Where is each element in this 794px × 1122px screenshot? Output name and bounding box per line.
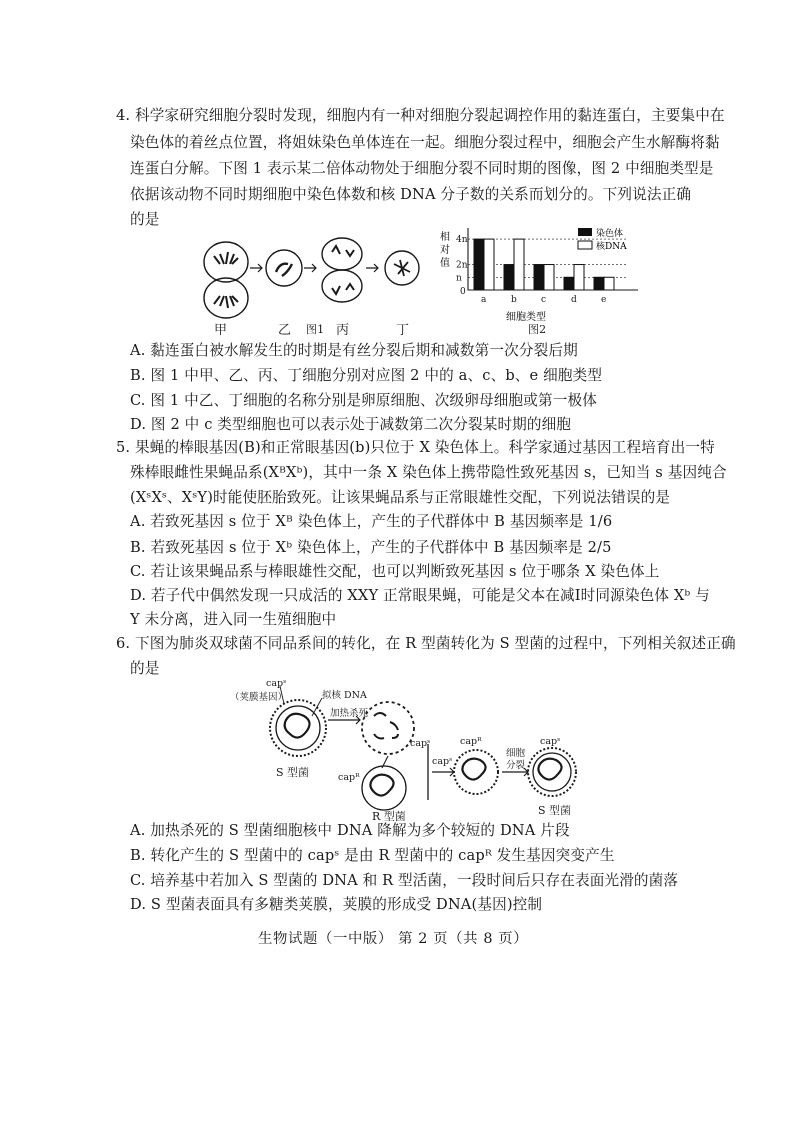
fig1-label-ding: 丁 <box>396 323 410 338</box>
r-type-cell <box>362 766 406 810</box>
cell-ding <box>385 251 419 285</box>
label-r-type: R 型菌 <box>372 810 406 823</box>
label-cap-s: capˢ <box>266 678 287 689</box>
q6-option-a: A. 加热杀死的 S 型菌细胞核中 DNA 降解为多个较短的 DNA 片段 <box>130 822 570 839</box>
heat-killed-cell <box>362 702 414 754</box>
label-cap-r: capᴿ <box>338 772 360 783</box>
q6-stem-line-2: 的是 <box>130 660 160 677</box>
fig1-caption: 图1 <box>306 323 325 336</box>
label-cap-s-arrow: capˢ <box>432 756 453 767</box>
q5-option-d-line-1: D. 若子代中偶然发现一只成活的 XXY 正常眼果蝇，可能是父本在减Ⅰ时同源染色体 Xᵇ 与 <box>130 587 710 604</box>
fig2-caption: 图2 <box>528 323 547 336</box>
label-nucleoid-dna: 拟核 DNA <box>322 690 367 701</box>
q4-option-a: A. 黏连蛋白被水解发生的时期是有丝分裂后期和减数第一次分裂后期 <box>130 342 578 359</box>
q6-stem-line-1: 6. 下图为肺炎双球菌不同品系间的转化，在 R 型菌转化为 S 型菌的过程中，下列相关叙述正确 <box>116 635 736 652</box>
legend-label-chromosome: 染色体 <box>596 229 624 239</box>
bar-dna-b <box>514 239 524 290</box>
figure-2-bar-chart <box>436 224 642 328</box>
label-cap-s-fragment: capˢ <box>410 738 431 749</box>
figure-pneumococcus-transformation <box>222 676 602 824</box>
fig2-ylabel-char-2: 对 <box>440 245 450 256</box>
fig2-xtick-label: d <box>571 295 577 305</box>
fig2-ytick-label: n <box>456 273 462 284</box>
bar-chromosome-b <box>504 265 514 290</box>
fig2-origin-label: 0 <box>460 287 466 297</box>
fig2-ylabel-char-3: 值 <box>440 258 450 269</box>
q5-stem-line-2: 殊棒眼雌性果蝇品系(XᴮXᵇ)，其中一条 X 染色体上携带隐性致死基因 s，已知当 s 基因纯合 <box>130 464 727 481</box>
fig2-ytick-label: 4n <box>456 235 468 246</box>
label-s-type-2: S 型菌 <box>538 804 572 817</box>
cell-bing <box>322 238 362 302</box>
cell-jia <box>204 242 248 318</box>
fig1-label-bing: 丙 <box>336 323 350 338</box>
daughter-s-cell <box>528 748 576 796</box>
page-footer: 生物试题（一中版） 第 2 页（共 8 页） <box>258 931 529 947</box>
cell-yi <box>266 250 302 286</box>
label-s-type: S 型菌 <box>276 766 310 779</box>
fig2-xtick-label: b <box>511 295 517 305</box>
label-cap-r-transformed: capᴿ <box>460 736 482 747</box>
label-division-1: 细胞 <box>506 748 526 759</box>
bar-chromosome-e <box>594 277 604 290</box>
q4-stem-line-2: 染色体的着丝点位置，将姐妹染色单体连在一起。细胞分裂过程中，细胞会产生水解酶将黏 <box>130 134 720 151</box>
fig1-label-jia: 甲 <box>214 323 228 338</box>
legend-swatch-chromosome <box>578 228 592 236</box>
fig2-ytick-label: 2n <box>456 260 468 271</box>
q5-option-b: B. 若致死基因 s 位于 Xᵇ 染色体上，产生的子代群体中 B 基因频率是 2/5 <box>130 539 612 556</box>
fig2-xtick-label: c <box>541 295 547 305</box>
bar-dna-e <box>604 277 614 290</box>
fig2-xtick-label: a <box>481 295 487 305</box>
q4-option-c: C. 图 1 中乙、丁细胞的名称分别是卵原细胞、次级卵母细胞或第一极体 <box>130 392 597 409</box>
bar-chromosome-a <box>474 239 484 290</box>
q6-option-d: D. S 型菌表面具有多糖类荚膜，荚膜的形成受 DNA(基因)控制 <box>130 896 543 913</box>
q4-option-d: D. 图 2 中 c 类型细胞也可以表示处于减数第二次分裂某时期的细胞 <box>130 416 572 433</box>
q5-option-d-line-2: Y 未分离，进入同一生殖细胞中 <box>130 611 337 628</box>
bar-dna-c <box>544 265 554 290</box>
q4-stem-line-4: 依据该动物不同时期细胞中染色体数和核 DNA 分子数的关系而划分的。下列说法正确 <box>130 186 692 203</box>
q4-stem-line-3: 连蛋白分解。下图 1 表示某二倍体动物处于细胞分裂不同时期的图像，图 2 中细胞类型是 <box>130 160 714 177</box>
bar-dna-a <box>484 239 494 290</box>
q5-option-a: A. 若致死基因 s 位于 Xᴮ 染色体上，产生的子代群体中 B 基因频率是 1/6 <box>130 513 613 530</box>
q4-stem-line-5: 的是 <box>130 211 160 228</box>
legend-swatch-dna <box>578 241 592 249</box>
fig2-xlabel: 细胞类型 <box>506 312 546 323</box>
transformed-cell <box>454 750 498 794</box>
bar-dna-d <box>574 265 584 290</box>
bar-chromosome-c <box>534 265 544 290</box>
label-heat-kill: 加热杀死 <box>330 708 369 719</box>
q5-option-c: C. 若让该果蝇品系与棒眼雄性交配，也可以判断致死基因 s 位于哪条 X 染色体上 <box>130 563 660 580</box>
bar-chromosome-d <box>564 277 574 290</box>
fig2-xtick-label: e <box>601 295 607 305</box>
fig1-label-yi: 乙 <box>278 323 292 338</box>
q5-stem-line-3: (XˢXˢ、XˢY)时能使胚胎致死。让该果蝇品系与正常眼雄性交配，下列说法错误的是 <box>130 489 671 506</box>
fig2-ylabel-char-1: 相 <box>440 232 450 243</box>
q4-stem-line-1: 4. 科学家研究细胞分裂时发现，细胞内有一种对细胞分裂起调控作用的黏连蛋白，主要集中在 <box>116 107 725 124</box>
q6-option-b: B. 转化产生的 S 型菌中的 capˢ 是由 R 型菌中的 capᴿ 发生基因突变产生 <box>130 847 615 864</box>
legend-label-dna: 核DNA <box>596 242 627 252</box>
q5-stem-line-1: 5. 果蝇的棒眼基因(B)和正常眼基因(b)只位于 X 染色体上。科学家通过基因工程培育出一特 <box>116 439 715 456</box>
label-capsule-gene: （荚膜基因） <box>230 692 288 703</box>
q4-option-b: B. 图 1 中甲、乙、丙、丁细胞分别对应图 2 中的 a、c、b、e 细胞类型 <box>130 367 603 384</box>
label-division-2: 分裂 <box>506 760 526 771</box>
label-cap-s-daughter: capˢ <box>540 736 561 747</box>
q6-option-c: C. 培养基中若加入 S 型菌的 DNA 和 R 型活菌，一段时间后只存在表面光滑的菌落 <box>130 872 679 889</box>
